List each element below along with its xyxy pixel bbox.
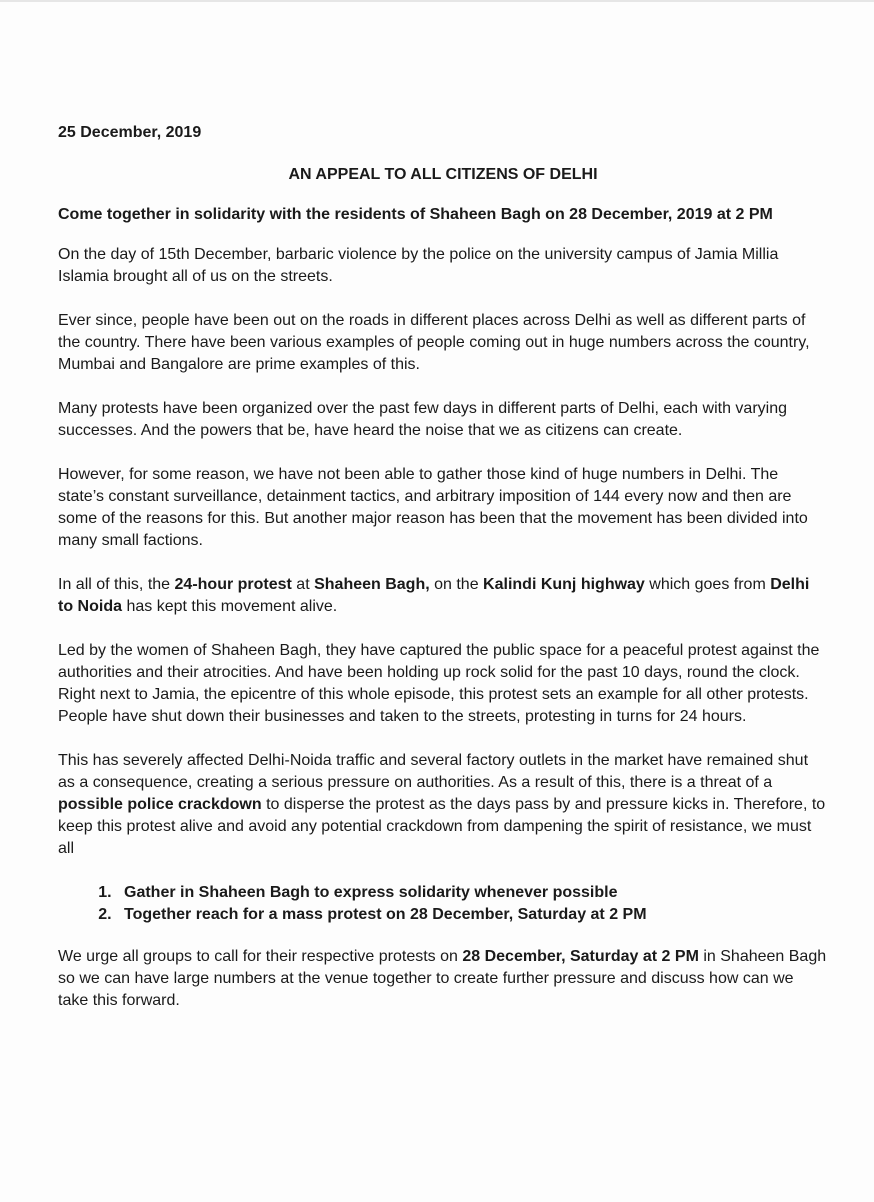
paragraph-5-bold-4: Delhi to Noida: [58, 576, 810, 615]
paragraph-7-bold-1: possible police crackdown: [58, 796, 262, 813]
paragraph-8-bold-1: 28 December, Saturday at 2 PM: [462, 948, 699, 965]
paragraph-5-text-5: has kept this movement alive.: [122, 598, 338, 615]
paragraph-5-bold-3: Kalindi Kunj highway: [483, 576, 645, 593]
paragraph-5-text-4: which goes from: [644, 576, 771, 593]
paragraph-5-text-3: on the: [429, 576, 484, 593]
paragraph-5-bold-2: Shaheen Bagh,: [314, 576, 430, 593]
action-item: 2. Together reach for a mass protest on 28 December, Saturday at 2 PM: [116, 904, 828, 926]
paragraph-3: Many protests have been organized over the past few days in different parts of Delhi, each with varying successes. And the powers that be, have heard the noise that we as citizens can create.: [58, 400, 787, 439]
document-subtitle: Come together in solidarity with the residents of Shaheen Bagh on 28 December, 2019 at 2 PM: [58, 206, 773, 223]
paragraph-7-text-1: This has severely affected Delhi-Noida traffic and several factory outlets in the market have remained shut as a consequence, creating a serious pressure on authorities. As a result of this, there is a threat of a: [58, 752, 809, 791]
paragraph-5-text-2: at: [291, 576, 315, 593]
paragraph-8-text-1: We urge all groups to call for their respective protests on: [58, 948, 463, 965]
paragraph-7-text-2: to disperse the protest as the days pass by and pressure kicks in. Therefore, to keep this protest alive and avoid any potential crackdown from dampening the spirit of resistance, we must all: [58, 796, 826, 857]
document-body: [58, 122, 828, 1034]
paragraph-5-text-1: In all of this, the: [58, 576, 175, 593]
paragraph-8-text-2: in Shaheen Bagh so we can have large numbers at the venue together to create further pressure and discuss how can we take this forward.: [58, 948, 827, 1009]
paragraph-4: However, for some reason, we have not been able to gather those kind of huge numbers in Delhi. The state’s constant surveillance, detainment tactics, and arbitrary imposition of 144 every now and then are some of the reasons for this. But another major reason has been that the movement has been divided into many small factions.: [58, 466, 808, 549]
paragraph-6: Led by the women of Shaheen Bagh, they have captured the public space for a peaceful protest against the authorities and their atrocities. And have been holding up rock solid for the past 10 days, round the clock. Right next to Jamia, the epicentre of this whole episode, this protest sets an example for all other protests. People have shut down their businesses and taken to the streets, protesting in turns for 24 hours.: [58, 642, 820, 725]
action-list: [58, 882, 828, 926]
paragraph-2: Ever since, people have been out on the roads in different places across Delhi as well as different parts of the country. There have been various examples of people coming out in huge numbers across the country, Mumbai and Bangalore are prime examples of this.: [58, 312, 810, 373]
paragraph-5-bold-1: 24-hour protest: [174, 576, 292, 593]
paragraph-7: [58, 750, 828, 860]
paragraph-8: [58, 946, 828, 1012]
paragraph-1: On the day of 15th December, barbaric violence by the police on the university campus of Jamia Millia Islamia brought all of us on the streets.: [58, 246, 779, 285]
document-title: AN APPEAL TO ALL CITIZENS OF DELHI: [288, 166, 598, 183]
paragraph-5: [58, 574, 828, 618]
document-date: 25 December, 2019: [58, 124, 202, 141]
action-item: 1. Gather in Shaheen Bagh to express solidarity whenever possible: [116, 882, 828, 904]
